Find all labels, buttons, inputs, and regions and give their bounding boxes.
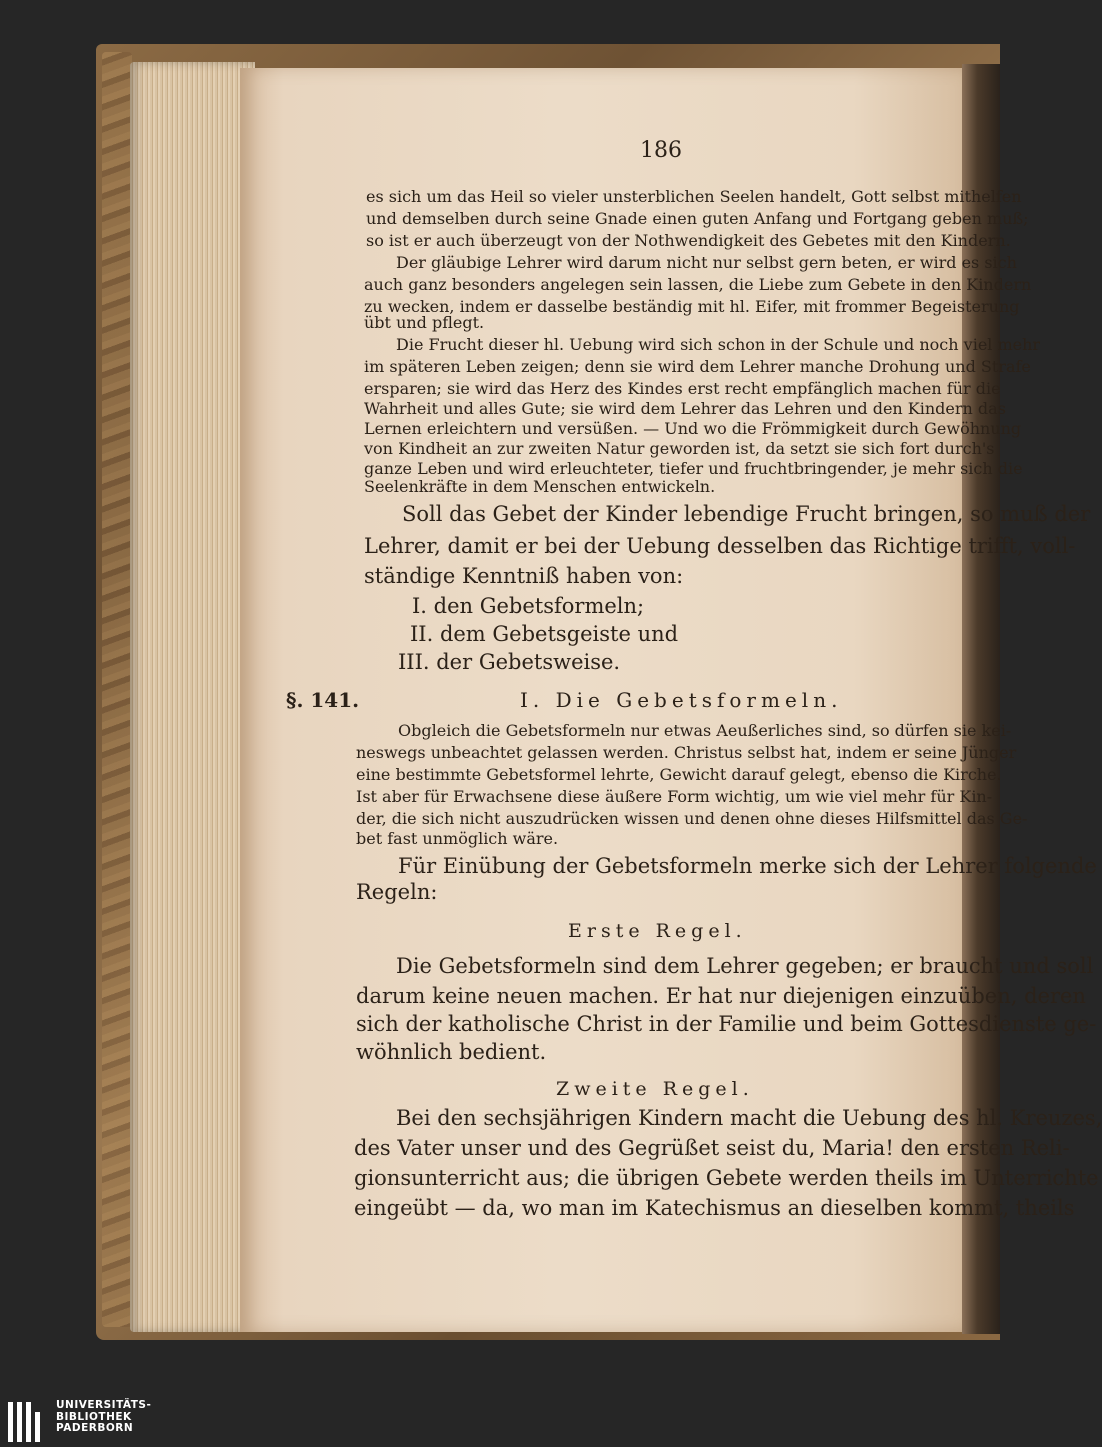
text-line: Lernen erleichtern und versüßen. — Und wo die Frömmigkeit durch Gewöhnung [364,419,1022,438]
text-line: ständige Kenntniß haben von: [364,564,684,588]
text-line: Obgleich die Gebetsformeln nur etwas Aeußerliches sind, so dürfen sie kei- [398,721,1012,740]
text-line: so ist er auch überzeugt von der Nothwendigkeit des Gebetes mit den Kindern. [366,231,1011,250]
footer-bar [0,1396,1000,1447]
list-item: III. der Gebetsweise. [398,650,621,674]
text-line: im späteren Leben zeigen; denn sie wird dem Lehrer manche Drohung und Strafe [364,357,1031,376]
text-line: darum keine neuen machen. Er hat nur diejenigen einzuüben, deren [356,984,1086,1008]
text-line: übt und pflegt. [364,313,485,332]
text-line: es sich um das Heil so vieler unsterblichen Seelen handelt, Gott selbst mithelfen [366,187,1022,206]
text-line: Wahrheit und alles Gute; sie wird dem Lehrer das Lehren und den Kindern das [364,399,1006,418]
text-line: gionsunterricht aus; die übrigen Gebete werden theils im Unterrichte [354,1166,1099,1190]
section-heading: I. Die Gebetsformeln. [520,688,843,712]
text-line: auch ganz besonders angelegen sein lassen, die Liebe zum Gebete in den Kindern [364,275,1032,294]
text-line: Soll das Gebet der Kinder lebendige Frucht bringen, so muß der [402,502,1091,526]
text-line: ganze Leben und wird erleuchteter, tiefer und fruchtbringender, je mehr sich die [364,459,1023,478]
list-item: II. dem Gebetsgeiste und [410,622,679,646]
section-marker: §. 141. [286,688,360,712]
text-line: Der gläubige Lehrer wird darum nicht nur selbst gern beten, er wird es sich [396,253,1017,272]
text-line: zu wecken, indem er dasselbe beständig mit hl. Eifer, mit frommer Begeisterung [364,297,1020,316]
logo-line: PADERBORN [56,1422,134,1434]
text-line: Seelenkräfte in dem Menschen entwickeln. [364,477,716,496]
text-line: eine bestimmte Gebetsformel lehrte, Gewicht darauf gelegt, ebenso die Kirche. [356,765,1002,784]
text-line: der, die sich nicht auszudrücken wissen und denen ohne dieses Hilfsmittel das Ge- [356,809,1028,828]
text-line: neswegs unbeachtet gelassen werden. Christus selbst hat, indem er seine Jünger [356,743,1017,762]
text-line: und demselben durch seine Gnade einen guten Anfang und Fortgang geben muß; [366,209,1029,228]
text-line: bet fast unmöglich wäre. [356,829,559,848]
text-line: Bei den sechsjährigen Kindern macht die Uebung des hl. Kreuzes, [396,1106,1102,1130]
logo-line: UNIVERSITÄTS- [56,1399,152,1411]
text-line: Lehrer, damit er bei der Uebung desselben das Richtige trifft, voll- [364,534,1076,558]
rule-heading: Zweite Regel. [556,1078,754,1100]
text-line: ersparen; sie wird das Herz des Kindes erst recht empfänglich machen für die [364,379,1001,398]
page-edges [130,62,255,1332]
text-line: eingeübt — da, wo man im Katechismus an dieselben kommt, theils [354,1196,1075,1220]
text-line: Die Frucht dieser hl. Uebung wird sich schon in der Schule und noch viel mehr [396,335,1041,354]
library-logo-text [56,1400,151,1435]
text-line: Ist aber für Erwachsene diese äußere Form wichtig, um wie viel mehr für Kin- [356,787,993,806]
page-number: 186 [640,138,682,163]
text-line: wöhnlich bedient. [356,1040,547,1064]
text-line: Regeln: [356,880,438,904]
rule-heading: Erste Regel. [568,920,747,942]
text-line: von Kindheit an zur zweiten Natur geworden ist, da setzt sie sich fort durch's [364,439,995,458]
text-line: des Vater unser und des Gegrüßet seist du, Maria! den ersten Reli- [354,1136,1070,1160]
text-line: sich der katholische Christ in der Familie und beim Gottesdienste ge- [356,1012,1097,1036]
logo-line: BIBLIOTHEK [56,1410,132,1423]
text-line: Die Gebetsformeln sind dem Lehrer gegeben; er braucht und soll [396,954,1094,978]
list-item: I. den Gebetsformeln; [412,594,645,618]
library-columns-icon [8,1402,46,1442]
text-line: Für Einübung der Gebetsformeln merke sich der Lehrer folgende [398,854,1097,878]
